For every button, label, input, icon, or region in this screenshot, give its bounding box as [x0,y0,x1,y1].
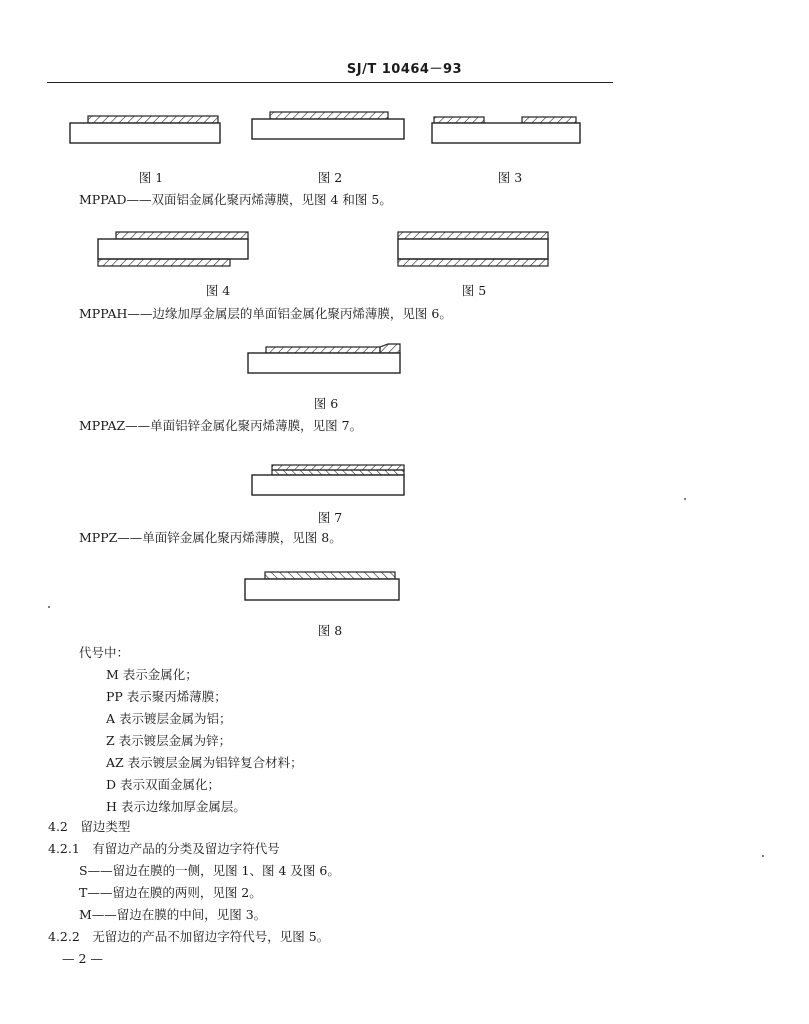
figure-2-caption: 图 2 [317,170,343,185]
section-4-2-2: 4.2.2 无留边的产品不加留边字符代号，见图 5。 [48,929,330,944]
text-code-intro: 代号中： [79,645,130,660]
figure-7-caption: 图 7 [317,510,343,525]
figure-7-diagram [250,463,408,499]
section-4-2-1: 4.2.1 有留边产品的分类及留边字符代号 [48,841,280,856]
scan-speck [684,498,686,500]
legend-d: D 表示双面金属化； [106,777,220,792]
legend-h: H 表示边缘加厚金属层。 [106,799,246,814]
legend-pp: PP 表示聚丙烯薄膜； [106,689,227,704]
section-4-2-1-t: T——留边在膜的两则，见图 2。 [79,885,262,900]
legend-az: AZ 表示镀层金属为铝锌复合材料； [106,755,303,770]
text-mppz: MPPZ——单面锌金属化聚丙烯薄膜，见图 8。 [79,530,342,545]
figure-3-caption: 图 3 [497,170,523,185]
scan-speck [48,606,50,608]
text-mppad: MPPAD——双面铝金属化聚丙烯薄膜，见图 4 和图 5。 [79,192,392,207]
figure-1-diagram [68,114,224,146]
page-number: — 2 — [62,951,103,966]
figure-3-diagram [430,114,584,146]
document-code: SJ/T 10464－93 [346,62,463,77]
text-mppaz: MPPAZ——单面铝锌金属化聚丙烯薄膜，见图 7。 [79,418,363,433]
scan-speck [762,855,764,857]
figure-8-diagram [243,570,403,604]
section-4-2: 4.2 留边类型 [48,819,131,834]
figure-5-diagram [396,230,554,270]
figure-4-diagram [96,230,254,270]
legend-a: A 表示镀层金属为铝； [106,711,232,726]
figure-8-caption: 图 8 [317,623,343,638]
figure-6-caption: 图 6 [313,396,339,411]
figure-6-diagram [246,342,406,376]
section-4-2-1-s: S——留边在膜的一侧，见图 1、图 4 及图 6。 [79,863,340,878]
text-mppah: MPPAH——边缘加厚金属层的单面铝金属化聚丙烯薄膜，见图 6。 [79,306,452,321]
legend-z: Z 表示镀层金属为锌； [106,733,232,748]
figure-1-caption: 图 1 [138,170,164,185]
header-rule [47,82,613,83]
figure-2-diagram [250,110,408,142]
figure-4-caption: 图 4 [205,283,231,298]
figure-5-caption: 图 5 [461,283,487,298]
legend-m: M 表示金属化； [106,667,198,682]
section-4-2-1-m: M——留边在膜的中间，见图 3。 [79,907,267,922]
